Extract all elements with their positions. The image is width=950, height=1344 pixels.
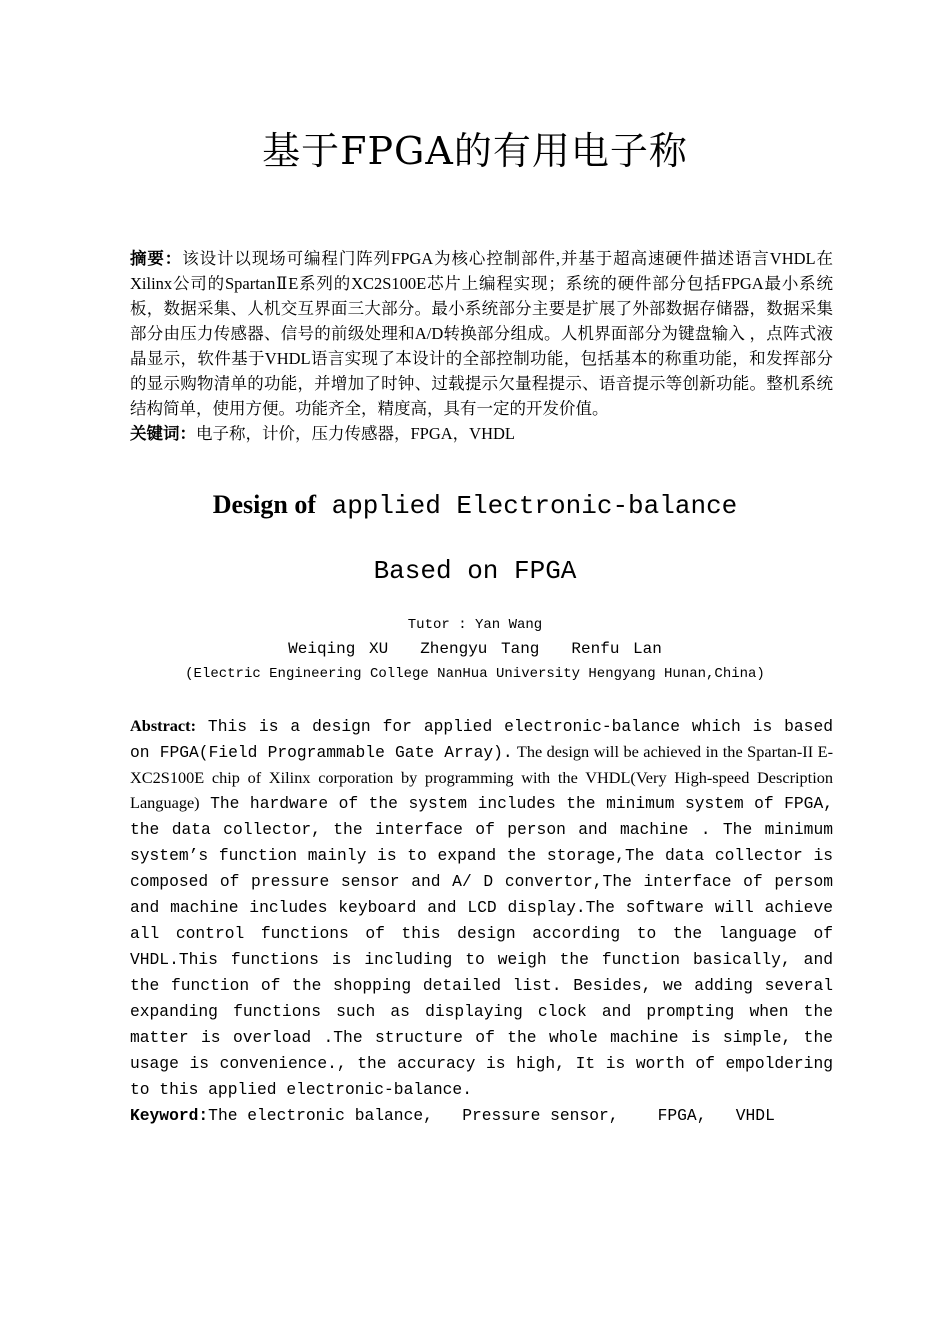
author-name: Zhengyu Tang xyxy=(420,640,540,658)
english-title-rest: applied Electronic-balance xyxy=(316,491,738,521)
chinese-keywords-paragraph xyxy=(130,421,833,446)
chinese-abstract-paragraph xyxy=(130,246,833,421)
author-name: Weiqing XU xyxy=(288,640,389,658)
tutor-line: Tutor : Yan Wang xyxy=(407,617,543,633)
authors-line xyxy=(0,640,950,658)
english-abstract-text-1: This is a design for applied electronic-balance which is based on FPGA(Field Programmable Gate Array). xyxy=(130,717,833,762)
english-keywords-paragraph xyxy=(130,1102,833,1128)
chinese-abstract xyxy=(130,246,833,446)
english-abstract-text-2: The design will be achieved in the Spartan-II E-XC2S100E chip of Xilinx corporation by programming with the VHDL(Very High-speed Description Language) xyxy=(130,742,833,812)
chinese-abstract-text: 该设计以现场可编程门阵列FPGA为核心控制部件,并基于超高速硬件描述语言VHDL在Xilinx公司的SpartanⅡE系列的XC2S100E芯片上编程实现；系统的硬件部分包括FPGA最小系统板，数据采集、人机交互界面三大部分。最小系统部分主要是扩展了外部数据存储器，数据采集部分由压力传感器、信号的前级处理和A/D转换部分组成。人机界面部分为键盘输入 ，点阵式液晶显示，软件基于VHDL语言实现了本设计的全部控制功能，包括基本的称重功能，和发挥部分的显示购物清单的功能，并增加了时钟、过载提示欠量程提示、语音提示等创新功能。整机系统结构简单，使用方便。功能齐全，精度高，具有一定的开发价值。 xyxy=(130,249,834,418)
english-keywords-label: Keyword: xyxy=(130,1106,209,1125)
english-title-line-2: Based on FPGA xyxy=(373,556,577,586)
english-title-bold: Design of xyxy=(212,490,316,519)
chinese-abstract-label: 摘要： xyxy=(130,249,183,268)
english-abstract-label: Abstract: xyxy=(130,716,197,735)
author-name: Renfu Lan xyxy=(571,640,662,658)
chinese-keywords-text: 电子称，计价，压力传感器，FPGA，VHDL xyxy=(196,424,516,443)
chinese-title: 基于FPGA的有用电子称 xyxy=(262,129,688,173)
english-abstract-text-3: The hardware of the system includes the minimum system of FPGA, the data collector, the interface of person and machine . The minimum system’s function mainly is to expand the storage,The data collector is composed of pressure sensor and A/ D convertor,The interface of persom and machine includes keyboard and LCD display.The software will achieve all control functions of this design according to the language of VHDL.This functions is including to weigh the function basically, and the function of the shopping detailed list. Besides, we adding several expanding functions such as displaying clock and prompting when the matter is overload .The structure of the whole machine is simple, the usage is convenience., the accuracy is high, It is worth of empoldering to this applied electronic-balance. xyxy=(130,794,833,1099)
english-title-line-1 xyxy=(0,490,950,521)
affiliation-line: (Electric Engineering College NanHua University Hengyang Hunan,China) xyxy=(185,666,765,682)
english-keywords-text: The electronic balance, Pressure sensor, FPGA, VHDL xyxy=(208,1106,775,1125)
english-abstract xyxy=(130,713,833,1128)
chinese-keywords-label: 关键词： xyxy=(130,424,196,443)
english-abstract-paragraph xyxy=(130,713,833,1102)
